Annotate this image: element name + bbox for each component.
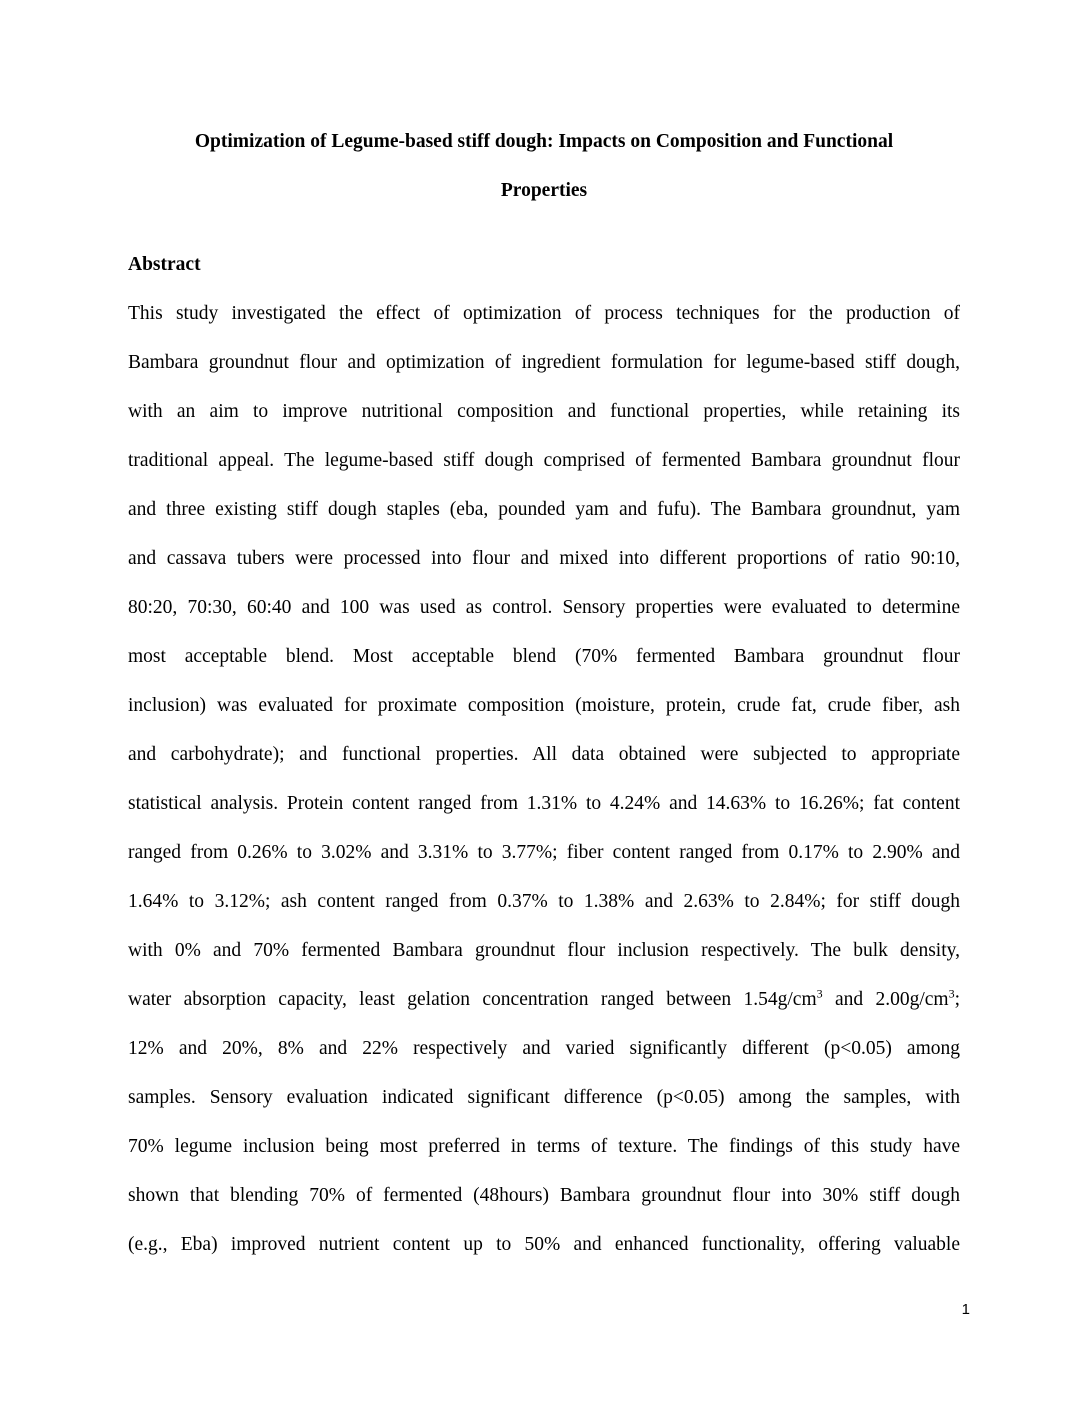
superscript: 3 xyxy=(816,986,823,1001)
abstract-line: (e.g., Eba) improved nutrient content up to 50% and enhanced functionality, offering valuable xyxy=(128,1234,960,1255)
abstract-line: and carbohydrate); and functional properties. All data obtained were subjected to appropriate xyxy=(128,744,960,765)
abstract-line-text: ; xyxy=(954,989,960,1010)
abstract-line: 70% legume inclusion being most preferred in terms of texture. The findings of this study have xyxy=(128,1136,960,1157)
abstract-line: most acceptable blend. Most acceptable blend (70% fermented Bambara groundnut flour xyxy=(128,646,960,667)
abstract-line: shown that blending 70% of fermented (48hours) Bambara groundnut flour into 30% stiff dough xyxy=(128,1185,960,1206)
abstract-line: 1.64% to 3.12%; ash content ranged from 0.37% to 1.38% and 2.63% to 2.84%; for stiff dough xyxy=(128,891,960,912)
abstract-line-text: and 2.00g/cm xyxy=(822,989,949,1010)
paper-title-line-2: Properties xyxy=(500,180,588,201)
abstract-line: inclusion) was evaluated for proximate composition (moisture, protein, crude fat, crude fiber, ash xyxy=(128,695,960,716)
abstract-line: This study investigated the effect of optimization of process techniques for the production of xyxy=(128,303,960,324)
abstract-line: statistical analysis. Protein content ranged from 1.31% to 4.24% and 14.63% to 16.26%; fat content xyxy=(128,793,960,814)
abstract-line: with an aim to improve nutritional composition and functional properties, while retaining its xyxy=(128,401,960,422)
abstract-line: Bambara groundnut flour and optimization of ingredient formulation for legume-based stiff dough, xyxy=(128,352,960,373)
abstract-line: samples. Sensory evaluation indicated significant difference (p<0.05) among the samples, with xyxy=(128,1087,960,1108)
abstract-body xyxy=(128,289,960,1269)
abstract-line: and cassava tubers were processed into flour and mixed into different proportions of ratio 90:10, xyxy=(128,548,960,569)
abstract-line-with-superscripts xyxy=(128,975,960,1024)
paper-title-line-1: Optimization of Legume-based stiff dough: Impacts on Composition and Functional xyxy=(194,131,894,152)
abstract-line: with 0% and 70% fermented Bambara groundnut flour inclusion respectively. The bulk density, xyxy=(128,940,960,961)
abstract-heading: Abstract xyxy=(128,254,201,275)
superscript: 3 xyxy=(948,986,955,1001)
abstract-line: and three existing stiff dough staples (eba, pounded yam and fufu). The Bambara groundnut, yam xyxy=(128,499,960,520)
abstract-line: traditional appeal. The legume-based stiff dough comprised of fermented Bambara groundnut flour xyxy=(128,450,960,471)
abstract-line-text: water absorption capacity, least gelation concentration ranged between 1.54g/cm xyxy=(128,989,817,1010)
abstract-line: 80:20, 70:30, 60:40 and 100 was used as control. Sensory properties were evaluated to determine xyxy=(128,597,960,618)
abstract-line: ranged from 0.26% to 3.02% and 3.31% to 3.77%; fiber content ranged from 0.17% to 2.90% and xyxy=(128,842,960,863)
abstract-line: 12% and 20%, 8% and 22% respectively and varied significantly different (p<0.05) among xyxy=(128,1038,960,1059)
page-number: 1 xyxy=(961,1301,970,1318)
